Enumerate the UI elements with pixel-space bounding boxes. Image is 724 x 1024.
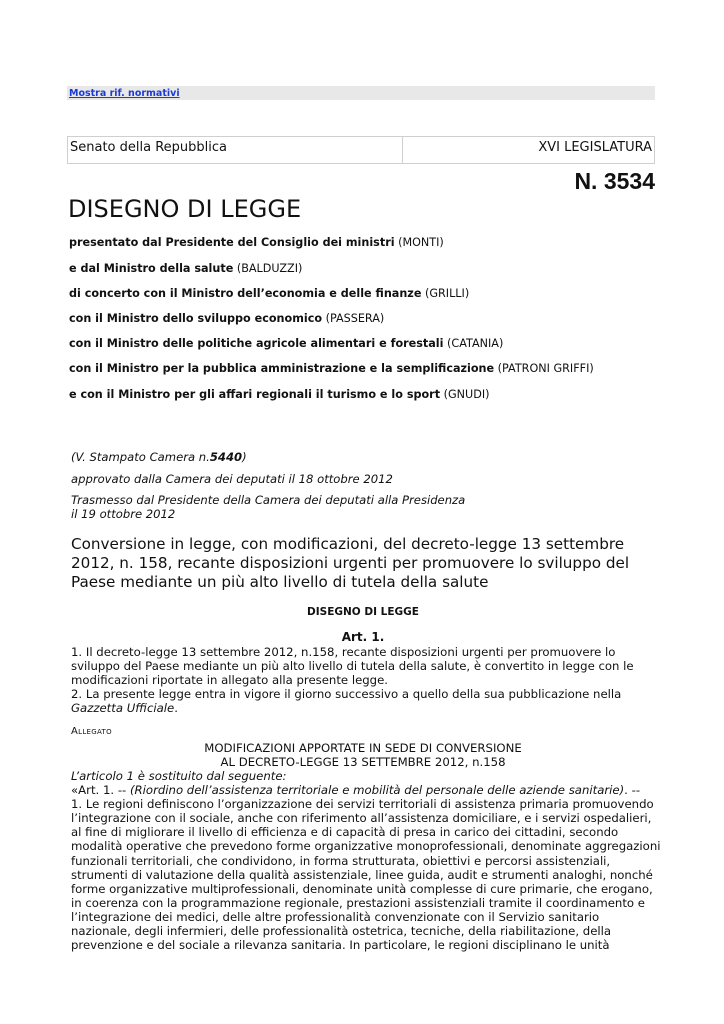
article-title: Art. 1. xyxy=(341,630,385,644)
presenter-line xyxy=(69,262,669,275)
approved-note: approvato dalla Camera dei deputati il 18 ottobre 2012 xyxy=(71,472,393,486)
art1-line: l’integrazione dei medici, delle altre professionalità convenzionate con il Servizio sanitario xyxy=(71,909,600,924)
presenter-name: (CATANIA) xyxy=(447,337,504,350)
presenter-line xyxy=(69,388,669,401)
article-line: modificazioni riportate in allegato alla presente legge. xyxy=(71,673,389,688)
art1-line: nazionale, degli infermieri, delle professionalità ostetrica, tecniche, della riabilitazione, della xyxy=(71,924,612,939)
page-title: DISEGNO DI LEGGE xyxy=(68,195,302,223)
art1-line: forme organizzative multiprofessionali, denominate unità complesse di cure primarie, che erogano, xyxy=(71,881,653,896)
subject-line: Paese mediante un più alto livello di tutela della salute xyxy=(71,573,489,591)
presenter-line xyxy=(69,337,669,350)
transmitted-line: Trasmesso dal Presidente della Camera dei deputati alla Presidenza xyxy=(71,493,466,507)
modifications-line: AL DECRETO-LEGGE 13 SETTEMBRE 2012, n.158 xyxy=(220,755,506,769)
section-title: DISEGNO DI LEGGE xyxy=(307,606,419,618)
presenter-role: con il Ministro per la pubblica amministrazione e la semplificazione xyxy=(69,362,495,375)
art1-line: strumenti di valutazione della qualità assistenziale, linee guida, audit e strumenti analoghi, nonché xyxy=(71,867,653,882)
header-table xyxy=(67,136,655,164)
allegato-label: Allegato xyxy=(71,726,112,737)
article-line: 1. Il decreto-legge 13 settembre 2012, n.158, recante disposizioni urgenti per promuovere lo xyxy=(71,645,616,659)
presenter-role: e dal Ministro della salute xyxy=(69,262,234,275)
article-body xyxy=(71,645,661,715)
presenter-role: di concerto con il Ministro dell’economia e delle finanze xyxy=(69,287,422,300)
stampato-prefix: (V. Stampato Camera n. xyxy=(71,450,210,464)
gazzetta-suffix: . xyxy=(174,701,178,716)
presenter-name: (BALDUZZI) xyxy=(236,262,303,275)
stampato-suffix: ) xyxy=(242,450,247,464)
article-line xyxy=(71,701,661,715)
presenter-role: presentato dal Presidente del Consiglio dei ministri xyxy=(69,236,395,249)
annex-body xyxy=(71,769,661,952)
presenter-name: (GNUDI) xyxy=(443,388,490,401)
presenter-role: e con il Ministro per gli affari regionali il turismo e lo sport xyxy=(69,388,441,401)
art1-suffix: . -- xyxy=(624,783,641,798)
art1-line: prevenzione e del sociale a rilevanza sanitaria. In particolare, le regioni disciplinano le unità xyxy=(71,938,610,953)
modifications-heading xyxy=(71,741,655,769)
stampato-number: 5440 xyxy=(209,450,243,464)
toolbar xyxy=(67,86,655,100)
presenter-name: (PASSERA) xyxy=(325,312,385,325)
presenter-name: (GRILLI) xyxy=(424,287,470,300)
presenter-name: (PATRONI GRIFFI) xyxy=(497,362,594,375)
bill-subject xyxy=(71,535,671,592)
art1-heading xyxy=(71,783,661,797)
art1-line: al fine di migliorare il livello di efficienza e di capacità di presa in carico dei cittadini, secondo xyxy=(71,825,619,840)
subject-line: Conversione in legge, con modificazioni, del decreto-legge 13 settembre xyxy=(71,535,625,553)
presenter-line xyxy=(69,362,669,375)
bill-number: N. 3534 xyxy=(574,168,655,194)
article-line: 2. La presente legge entra in vigore il giorno successivo a quello della sua pubblicazione nella xyxy=(71,687,622,702)
transmitted-note xyxy=(71,493,465,521)
replaced-note: L’articolo 1 è sostituito dal seguente: xyxy=(71,769,287,783)
presenter-line xyxy=(69,236,669,249)
presenter-line xyxy=(69,287,669,300)
presenter-name: (MONTI) xyxy=(398,236,444,249)
art1-line: modalità operative che prevedono forme organizzative monoprofessionali, denominate aggregazioni xyxy=(71,839,661,854)
art1-line: l’integrazione con il sociale, anche con riferimento all’assistenza domiciliare, e i servizi ospedalieri, xyxy=(71,811,652,826)
senate-label: Senato della Repubblica xyxy=(68,137,403,163)
stampato-note xyxy=(71,450,247,464)
gazzetta-title: Gazzetta Ufficiale xyxy=(71,701,175,716)
presenter-role: con il Ministro delle politiche agricole alimentari e forestali xyxy=(69,337,444,350)
art1-line: funzionali territoriali, che condividono, in forma strutturata, obiettivi e percorsi assistenziali, xyxy=(71,853,611,868)
presenter-line xyxy=(69,312,669,325)
legislature-label: XVI LEGISLATURA xyxy=(538,140,652,155)
subject-line: 2012, n. 158, recante disposizioni urgenti per promuovere lo sviluppo del xyxy=(71,554,630,572)
transmitted-line: il 19 ottobre 2012 xyxy=(71,507,176,521)
presenter-role: con il Ministro dello sviluppo economico xyxy=(69,312,323,325)
art1-prefix: «Art. 1. -- xyxy=(71,783,130,798)
article-line: sviluppo del Paese mediante un più alto livello di tutela della salute, è convertito in legge con le xyxy=(71,659,634,674)
art1-title: (Riordino dell’assistenza territoriale e mobilità del personale delle aziende sanitarie) xyxy=(129,783,625,798)
art1-line: 1. Le regioni definiscono l’organizzazione dei servizi territoriali di assistenza primaria promuovendo xyxy=(71,797,654,812)
show-references-link[interactable]: Mostra rif. normativi xyxy=(69,88,180,99)
art1-line: in coerenza con la programmazione regionale, prestazioni assistenziali tramite il coordinamento e xyxy=(71,895,645,910)
modifications-line: MODIFICAZIONI APPORTATE IN SEDE DI CONVERSIONE xyxy=(204,741,522,755)
